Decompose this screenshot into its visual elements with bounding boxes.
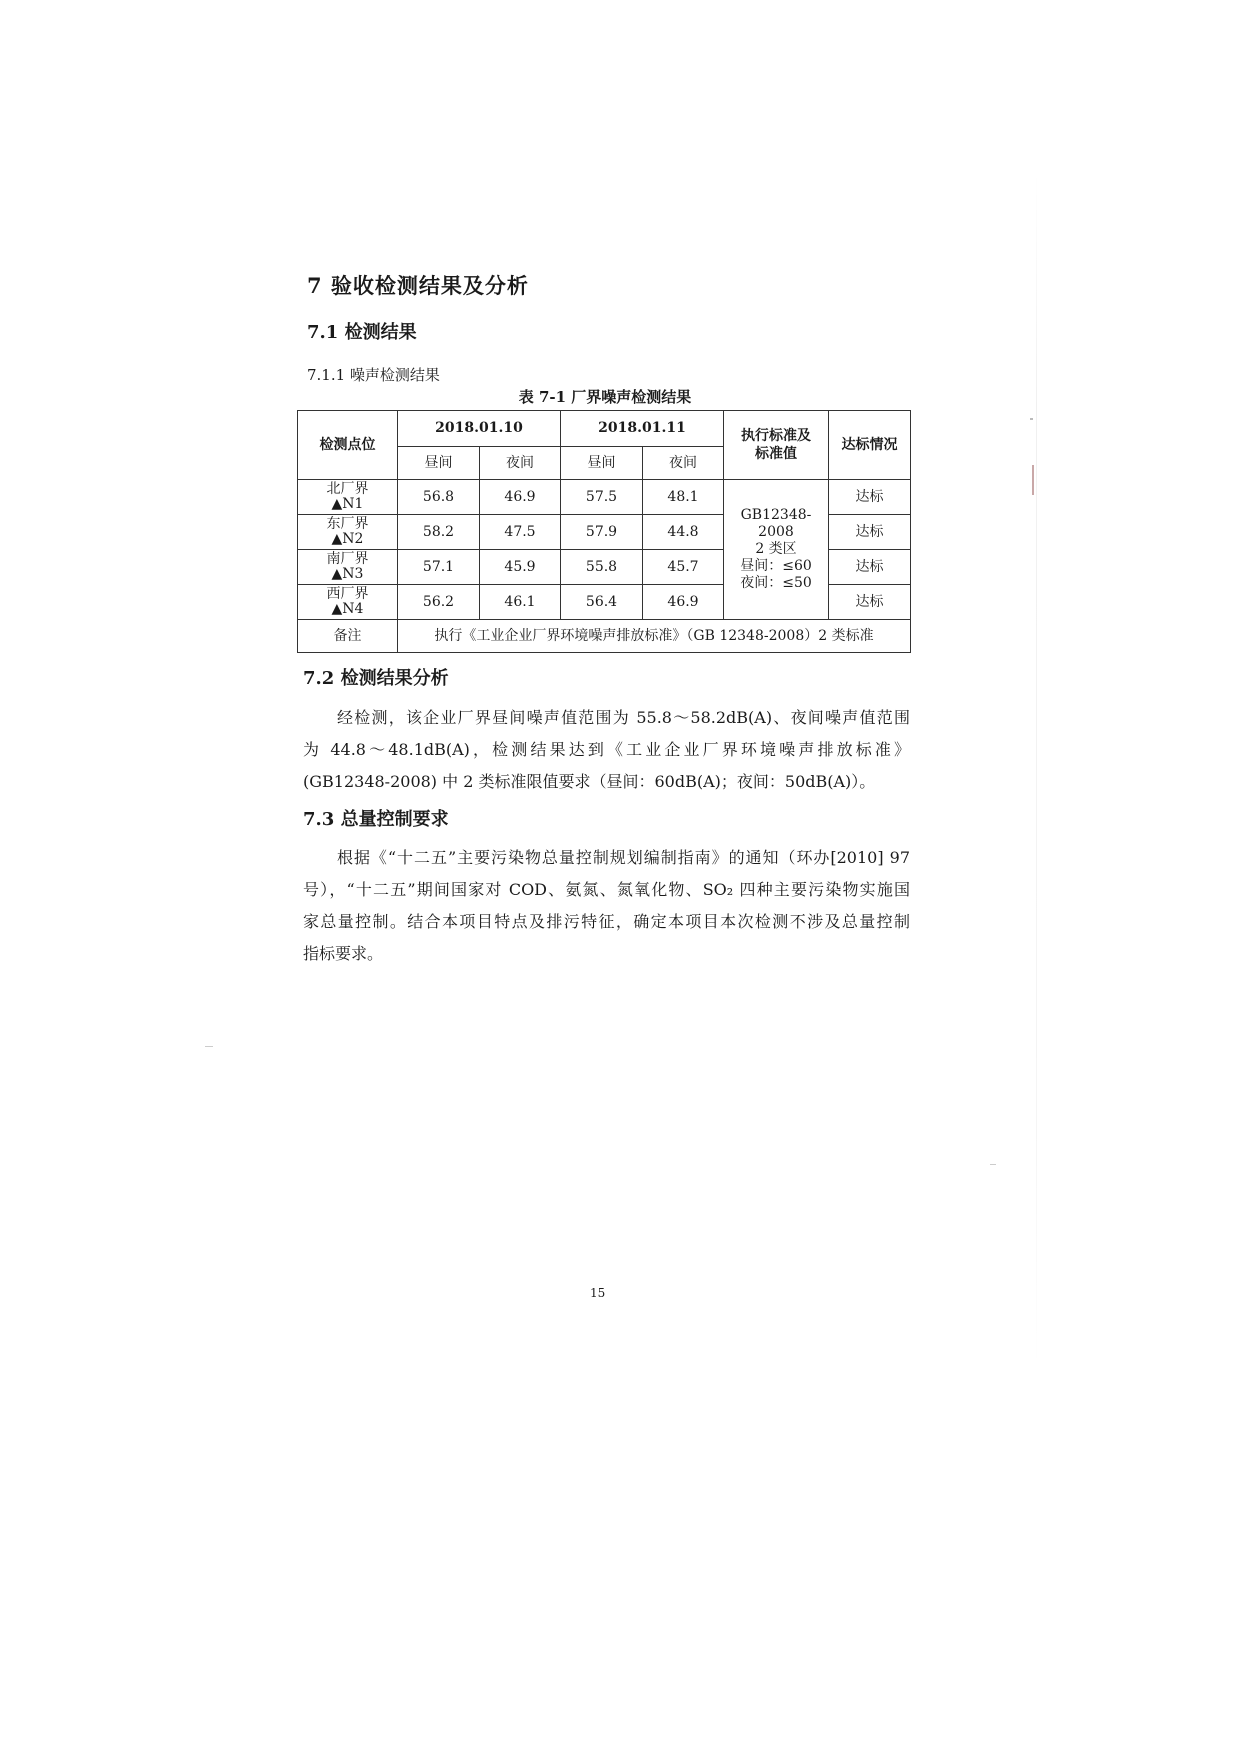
standard-line: 夜间：≤50 bbox=[740, 575, 812, 591]
analysis-paragraph bbox=[303, 702, 910, 798]
paragraph-line: 根据《“十二五”主要污染物总量控制规划编制指南》的通知（环办[2010] 97 bbox=[337, 848, 910, 867]
point-name: 东厂界 bbox=[326, 516, 369, 532]
value-cell: 55.8 bbox=[561, 550, 643, 585]
note-label: 备注 bbox=[298, 620, 398, 653]
point-name: 南厂界 bbox=[326, 551, 369, 567]
noise-results-table bbox=[297, 410, 911, 653]
paragraph-line: (GB12348-2008) 中 2 类标准限值要求（昼间：60dB(A)；夜间：50dB(A)）。 bbox=[303, 772, 876, 791]
table-row bbox=[298, 480, 911, 515]
value-cell: 45.7 bbox=[643, 550, 724, 585]
value-cell: 57.1 bbox=[398, 550, 480, 585]
header-day-1: 昼间 bbox=[398, 447, 480, 480]
value-cell: 44.8 bbox=[643, 515, 724, 550]
page-number: 15 bbox=[590, 1286, 606, 1300]
standard-cell bbox=[724, 480, 829, 620]
scan-speck bbox=[990, 1164, 996, 1165]
section-7-heading: 7 验收检测结果及分析 bbox=[307, 273, 529, 298]
header-status: 达标情况 bbox=[829, 411, 911, 480]
value-cell: 46.9 bbox=[643, 585, 724, 620]
scan-speck bbox=[1032, 465, 1034, 495]
paragraph-line: 为 44.8～48.1dB(A)，检测结果达到《工业企业厂界环境噪声排放标准》 bbox=[303, 740, 910, 759]
point-code: ▲N3 bbox=[331, 566, 364, 582]
standard-line: GB12348-2008 bbox=[740, 507, 812, 540]
total-control-paragraph bbox=[303, 842, 910, 970]
value-cell: 47.5 bbox=[480, 515, 561, 550]
status-cell: 达标 bbox=[829, 480, 911, 515]
table-note-row bbox=[298, 620, 911, 653]
status-cell: 达标 bbox=[829, 585, 911, 620]
value-cell: 58.2 bbox=[398, 515, 480, 550]
header-night-1: 夜间 bbox=[480, 447, 561, 480]
value-cell: 57.9 bbox=[561, 515, 643, 550]
scan-speck bbox=[1030, 418, 1033, 420]
paragraph-line: 家总量控制。结合本项目特点及排污特征，确定本项目本次检测不涉及总量控制 bbox=[303, 912, 910, 931]
point-cell bbox=[298, 480, 398, 515]
paragraph-line: 指标要求。 bbox=[303, 944, 384, 963]
point-cell bbox=[298, 550, 398, 585]
section-7-1-heading: 7.1 检测结果 bbox=[307, 322, 417, 343]
status-cell: 达标 bbox=[829, 515, 911, 550]
header-night-2: 夜间 bbox=[643, 447, 724, 480]
point-code: ▲N2 bbox=[331, 531, 364, 547]
point-code: ▲N4 bbox=[331, 601, 364, 617]
point-name: 北厂界 bbox=[326, 481, 369, 497]
value-cell: 56.8 bbox=[398, 480, 480, 515]
paragraph-line: 经检测，该企业厂界昼间噪声值范围为 55.8～58.2dB(A)、夜间噪声值范围 bbox=[337, 708, 910, 727]
value-cell: 46.9 bbox=[480, 480, 561, 515]
status-cell: 达标 bbox=[829, 550, 911, 585]
point-code: ▲N1 bbox=[331, 496, 364, 512]
paragraph-line: 号），“十二五”期间国家对 COD、氨氮、氮氧化物、SO₂ 四种主要污染物实施国 bbox=[303, 880, 910, 899]
point-cell bbox=[298, 585, 398, 620]
header-point: 检测点位 bbox=[298, 411, 398, 480]
section-7-3-heading: 7.3 总量控制要求 bbox=[303, 809, 449, 830]
section-7-1-1-heading: 7.1.1 噪声检测结果 bbox=[307, 366, 440, 384]
header-standard: 执行标准及标准值 bbox=[724, 411, 829, 480]
value-cell: 56.4 bbox=[561, 585, 643, 620]
header-date-1: 2018.01.10 bbox=[398, 411, 561, 447]
standard-line: 昼间：≤60 bbox=[740, 558, 812, 574]
value-cell: 57.5 bbox=[561, 480, 643, 515]
header-date-2: 2018.01.11 bbox=[561, 411, 724, 447]
section-7-2-heading: 7.2 检测结果分析 bbox=[303, 668, 449, 689]
note-text: 执行《工业企业厂界环境噪声排放标准》（GB 12348-2008）2 类标准 bbox=[398, 620, 911, 653]
header-day-2: 昼间 bbox=[561, 447, 643, 480]
table-caption: 表 7-1 厂界噪声检测结果 bbox=[518, 388, 692, 406]
standard-line: 2 类区 bbox=[755, 541, 797, 557]
value-cell: 45.9 bbox=[480, 550, 561, 585]
scan-speck bbox=[205, 1046, 213, 1047]
scan-edge bbox=[1036, 170, 1037, 1370]
point-cell bbox=[298, 515, 398, 550]
value-cell: 48.1 bbox=[643, 480, 724, 515]
point-name: 西厂界 bbox=[326, 586, 369, 602]
table-header-row bbox=[298, 411, 911, 447]
value-cell: 56.2 bbox=[398, 585, 480, 620]
value-cell: 46.1 bbox=[480, 585, 561, 620]
